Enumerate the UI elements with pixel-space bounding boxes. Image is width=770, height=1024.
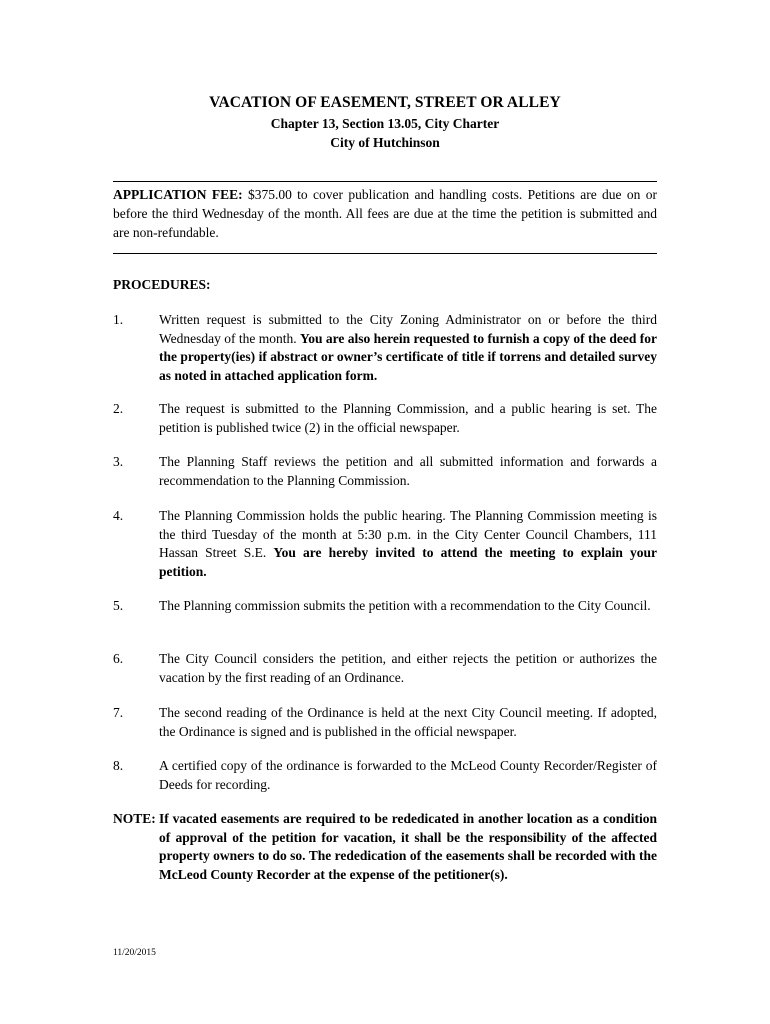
step-text-bold: You are hereby invited to attend the meeting to explain your petition.: [159, 545, 658, 579]
application-fee-text: $375.00 to cover publication and handling costs. Petitions are due on or before the third Wednesday of the month. All fees are due at the time the petition is submitted and are non-refundable.: [113, 187, 657, 240]
application-fee-label: APPLICATION FEE:: [113, 187, 243, 202]
step-text: The Planning Staff reviews the petition and all submitted information and forwards a recommendation to the Planning Commission.: [159, 454, 657, 488]
procedure-step: [113, 597, 657, 616]
step-text: [159, 311, 657, 385]
document-title: VACATION OF EASEMENT, STREET OR ALLEY: [209, 94, 561, 111]
step-number: 7.: [113, 705, 124, 720]
step-text: The City Council considers the petition, and either rejects the petition or authorizes the vacation by the first reading of an Ordinance.: [159, 651, 657, 685]
procedure-step: [113, 650, 657, 687]
step-number: 1.: [113, 312, 124, 327]
procedure-step: [113, 704, 657, 741]
note-label: NOTE:: [113, 811, 156, 826]
note-paragraph: [113, 810, 657, 884]
step-number: 3.: [113, 454, 124, 469]
step-text-bold: You are also herein requested to furnish a copy of the deed for the property(ies) if abstract or owner’s certificate of title if torrens and detailed survey as noted in attached application form.: [159, 330, 658, 383]
note-text: If vacated easements are required to be rededicated in another location as a condition of approval of the petition for vacation, it shall be the responsibility of the affected property owners to do so. The rededication of the easements shall be recorded with the McLeod County Recorder at the expense of the petitioner(s).: [159, 811, 657, 882]
application-fee-paragraph: [113, 185, 657, 242]
step-text: [159, 507, 657, 581]
step-text-regular: Written request is submitted to the City Zoning Administrator on or before the third Wednesday of the month.: [159, 312, 657, 346]
step-number: 5.: [113, 598, 124, 613]
procedures-heading: PROCEDURES:: [113, 277, 211, 292]
step-number: 2.: [113, 401, 124, 416]
step-text-regular: The Planning Commission holds the public hearing. The Planning Commission meeting is the third Tuesday of the month at 5:30 p.m. in the City Center Council Chambers, 111 Hassan Street S.E.: [159, 508, 657, 561]
step-number: 4.: [113, 508, 124, 523]
procedure-step: [113, 453, 657, 490]
divider-bottom: [113, 253, 657, 254]
divider-top: [113, 181, 657, 182]
step-text: The second reading of the Ordinance is held at the next City Council meeting. If adopted, the Ordinance is signed and is published in the official newspaper.: [159, 705, 657, 739]
procedure-step: [113, 400, 657, 437]
step-number: 6.: [113, 651, 124, 666]
footer-date: 11/20/2015: [113, 948, 156, 958]
procedure-step: [113, 311, 657, 385]
step-text: The request is submitted to the Planning Commission, and a public hearing is set. The petition is published twice (2) in the official newspaper.: [159, 401, 657, 435]
step-text: A certified copy of the ordinance is forwarded to the McLeod County Recorder/Register of Deeds for recording.: [159, 758, 657, 792]
document-subtitle-charter: Chapter 13, Section 13.05, City Charter: [270, 116, 500, 131]
step-text: The Planning commission submits the petition with a recommendation to the City Council.: [159, 598, 651, 613]
procedure-step: [113, 507, 657, 581]
document-subtitle-city: City of Hutchinson: [330, 135, 440, 150]
step-number: 8.: [113, 758, 124, 773]
procedure-step: [113, 757, 657, 794]
